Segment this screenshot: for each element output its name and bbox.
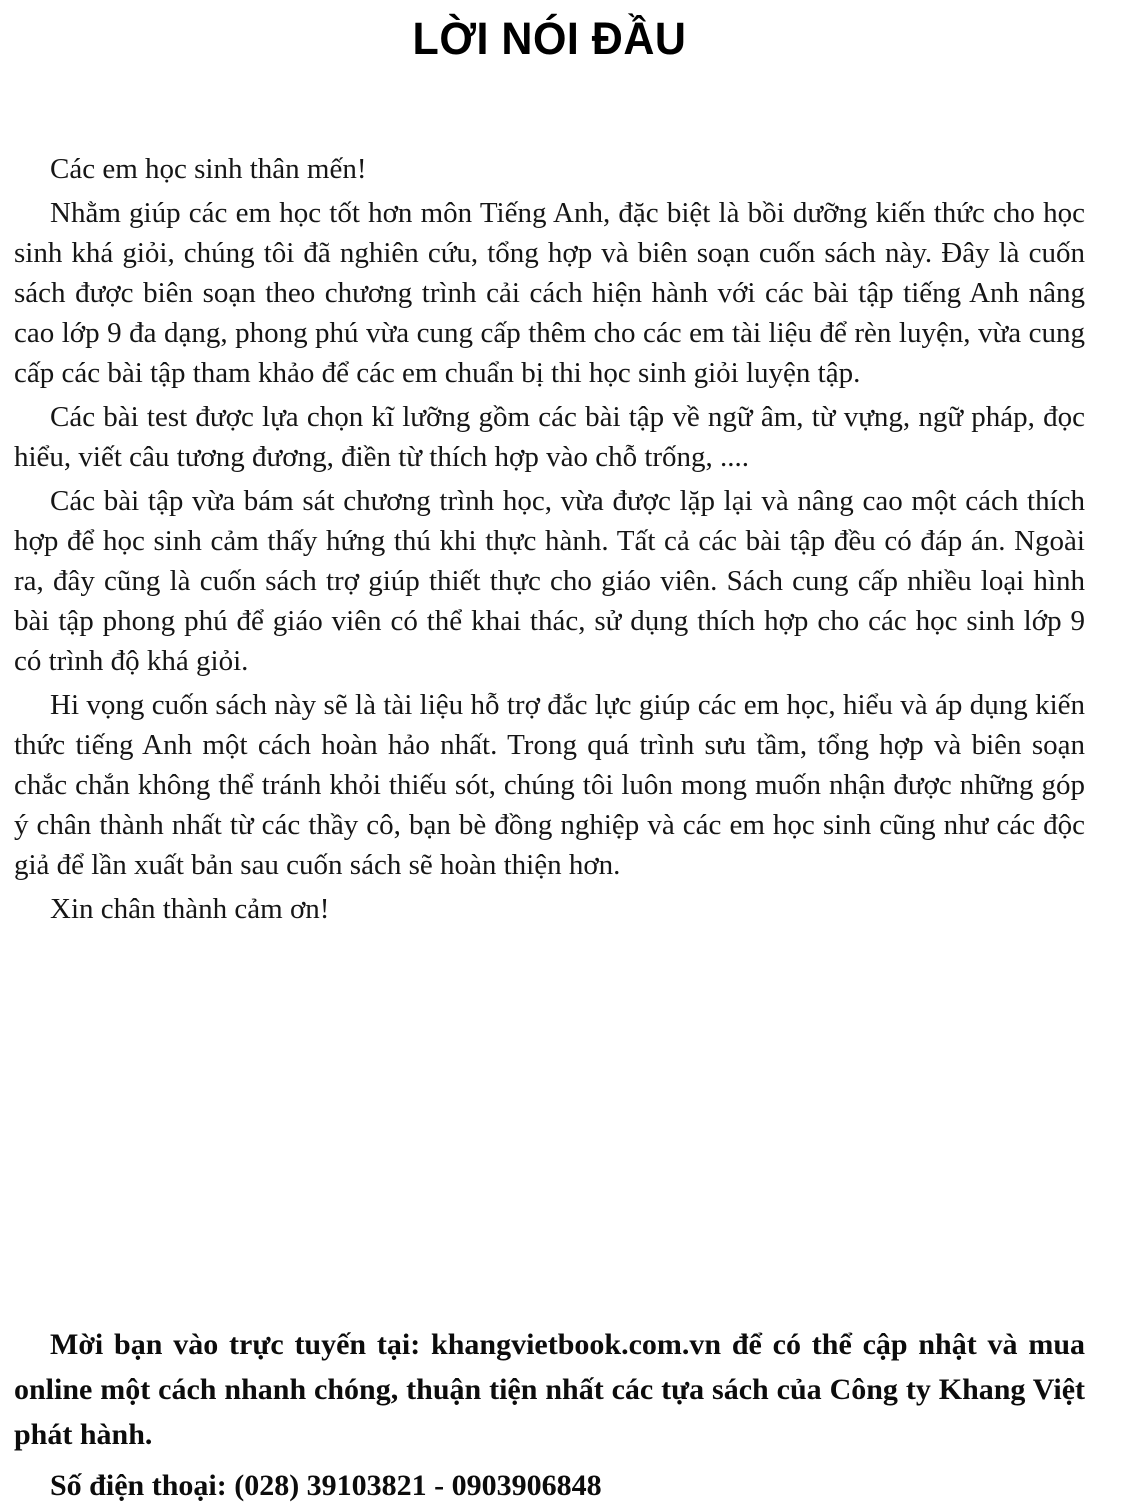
foreword-paragraph-2: Các bài test được lựa chọn kĩ lưỡng gồm các bài tập về ngữ âm, từ vựng, ngữ pháp, đọc hiểu, viết câu tương đương, điền từ thích hợp vào chỗ trống, .... [14,401,1085,473]
page-title: LỜI NÓI ĐẦU [412,14,687,65]
publisher-footer [14,1322,1085,1508]
publisher-promo-text: Mời bạn vào trực tuyến tại: khangvietbook.com.vn để có thể cập nhật và mua online một cách nhanh chóng, thuận tiện nhất các tựa sách của Công ty Khang Việt phát hành. [14,1328,1085,1451]
foreword-paragraph-3: Các bài tập vừa bám sát chương trình học, vừa được lặp lại và nâng cao một cách thích hợp để học sinh cảm thấy hứng thú khi thực hành. Tất cả các bài tập đều có đáp án. Ngoài ra, đây cũng là cuốn sách trợ giúp thiết thực cho giáo viên. Sách cung cấp nhiều loại hình bài tập phong phú để giáo viên có thể khai thác, sử dụng thích hợp cho các học sinh lớp 9 có trình độ khá giỏi. [14,485,1085,677]
foreword-paragraph-4: Hi vọng cuốn sách này sẽ là tài liệu hỗ trợ đắc lực giúp các em học, hiểu và áp dụng kiến thức tiếng Anh một cách hoàn hảo nhất. Trong quá trình sưu tầm, tổng hợp và biên soạn chắc chắn không thể tránh khỏi thiếu sót, chúng tôi luôn mong muốn nhận được những góp ý chân thành nhất từ các thầy cô, bạn bè đồng nghiệp và các em học sinh cũng như các độc giả để lần xuất bản sau cuốn sách sẽ hoàn thiện hơn. [14,689,1085,881]
foreword-thanks: Xin chân thành cảm ơn! [50,893,330,925]
foreword-greeting: Các em học sinh thân mến! [50,153,367,185]
publisher-phone-number: Số điện thoại: (028) 39103821 - 0903906848 [50,1469,602,1502]
foreword-paragraph-1: Nhằm giúp các em học tốt hơn môn Tiếng Anh, đặc biệt là bồi dưỡng kiến thức cho học sinh khá giỏi, chúng tôi đã nghiên cứu, tổng hợp và biên soạn cuốn sách này. Đây là cuốn sách được biên soạn theo chương trình cải cách hiện hành với các bài tập tiếng Anh nâng cao lớp 9 đa dạng, phong phú vừa cung cấp thêm cho các em tài liệu để rèn luyện, vừa cung cấp các bài tập tham khảo để các em chuẩn bị thi học sinh giỏi luyện tập. [14,197,1085,389]
foreword-body [14,149,1085,929]
